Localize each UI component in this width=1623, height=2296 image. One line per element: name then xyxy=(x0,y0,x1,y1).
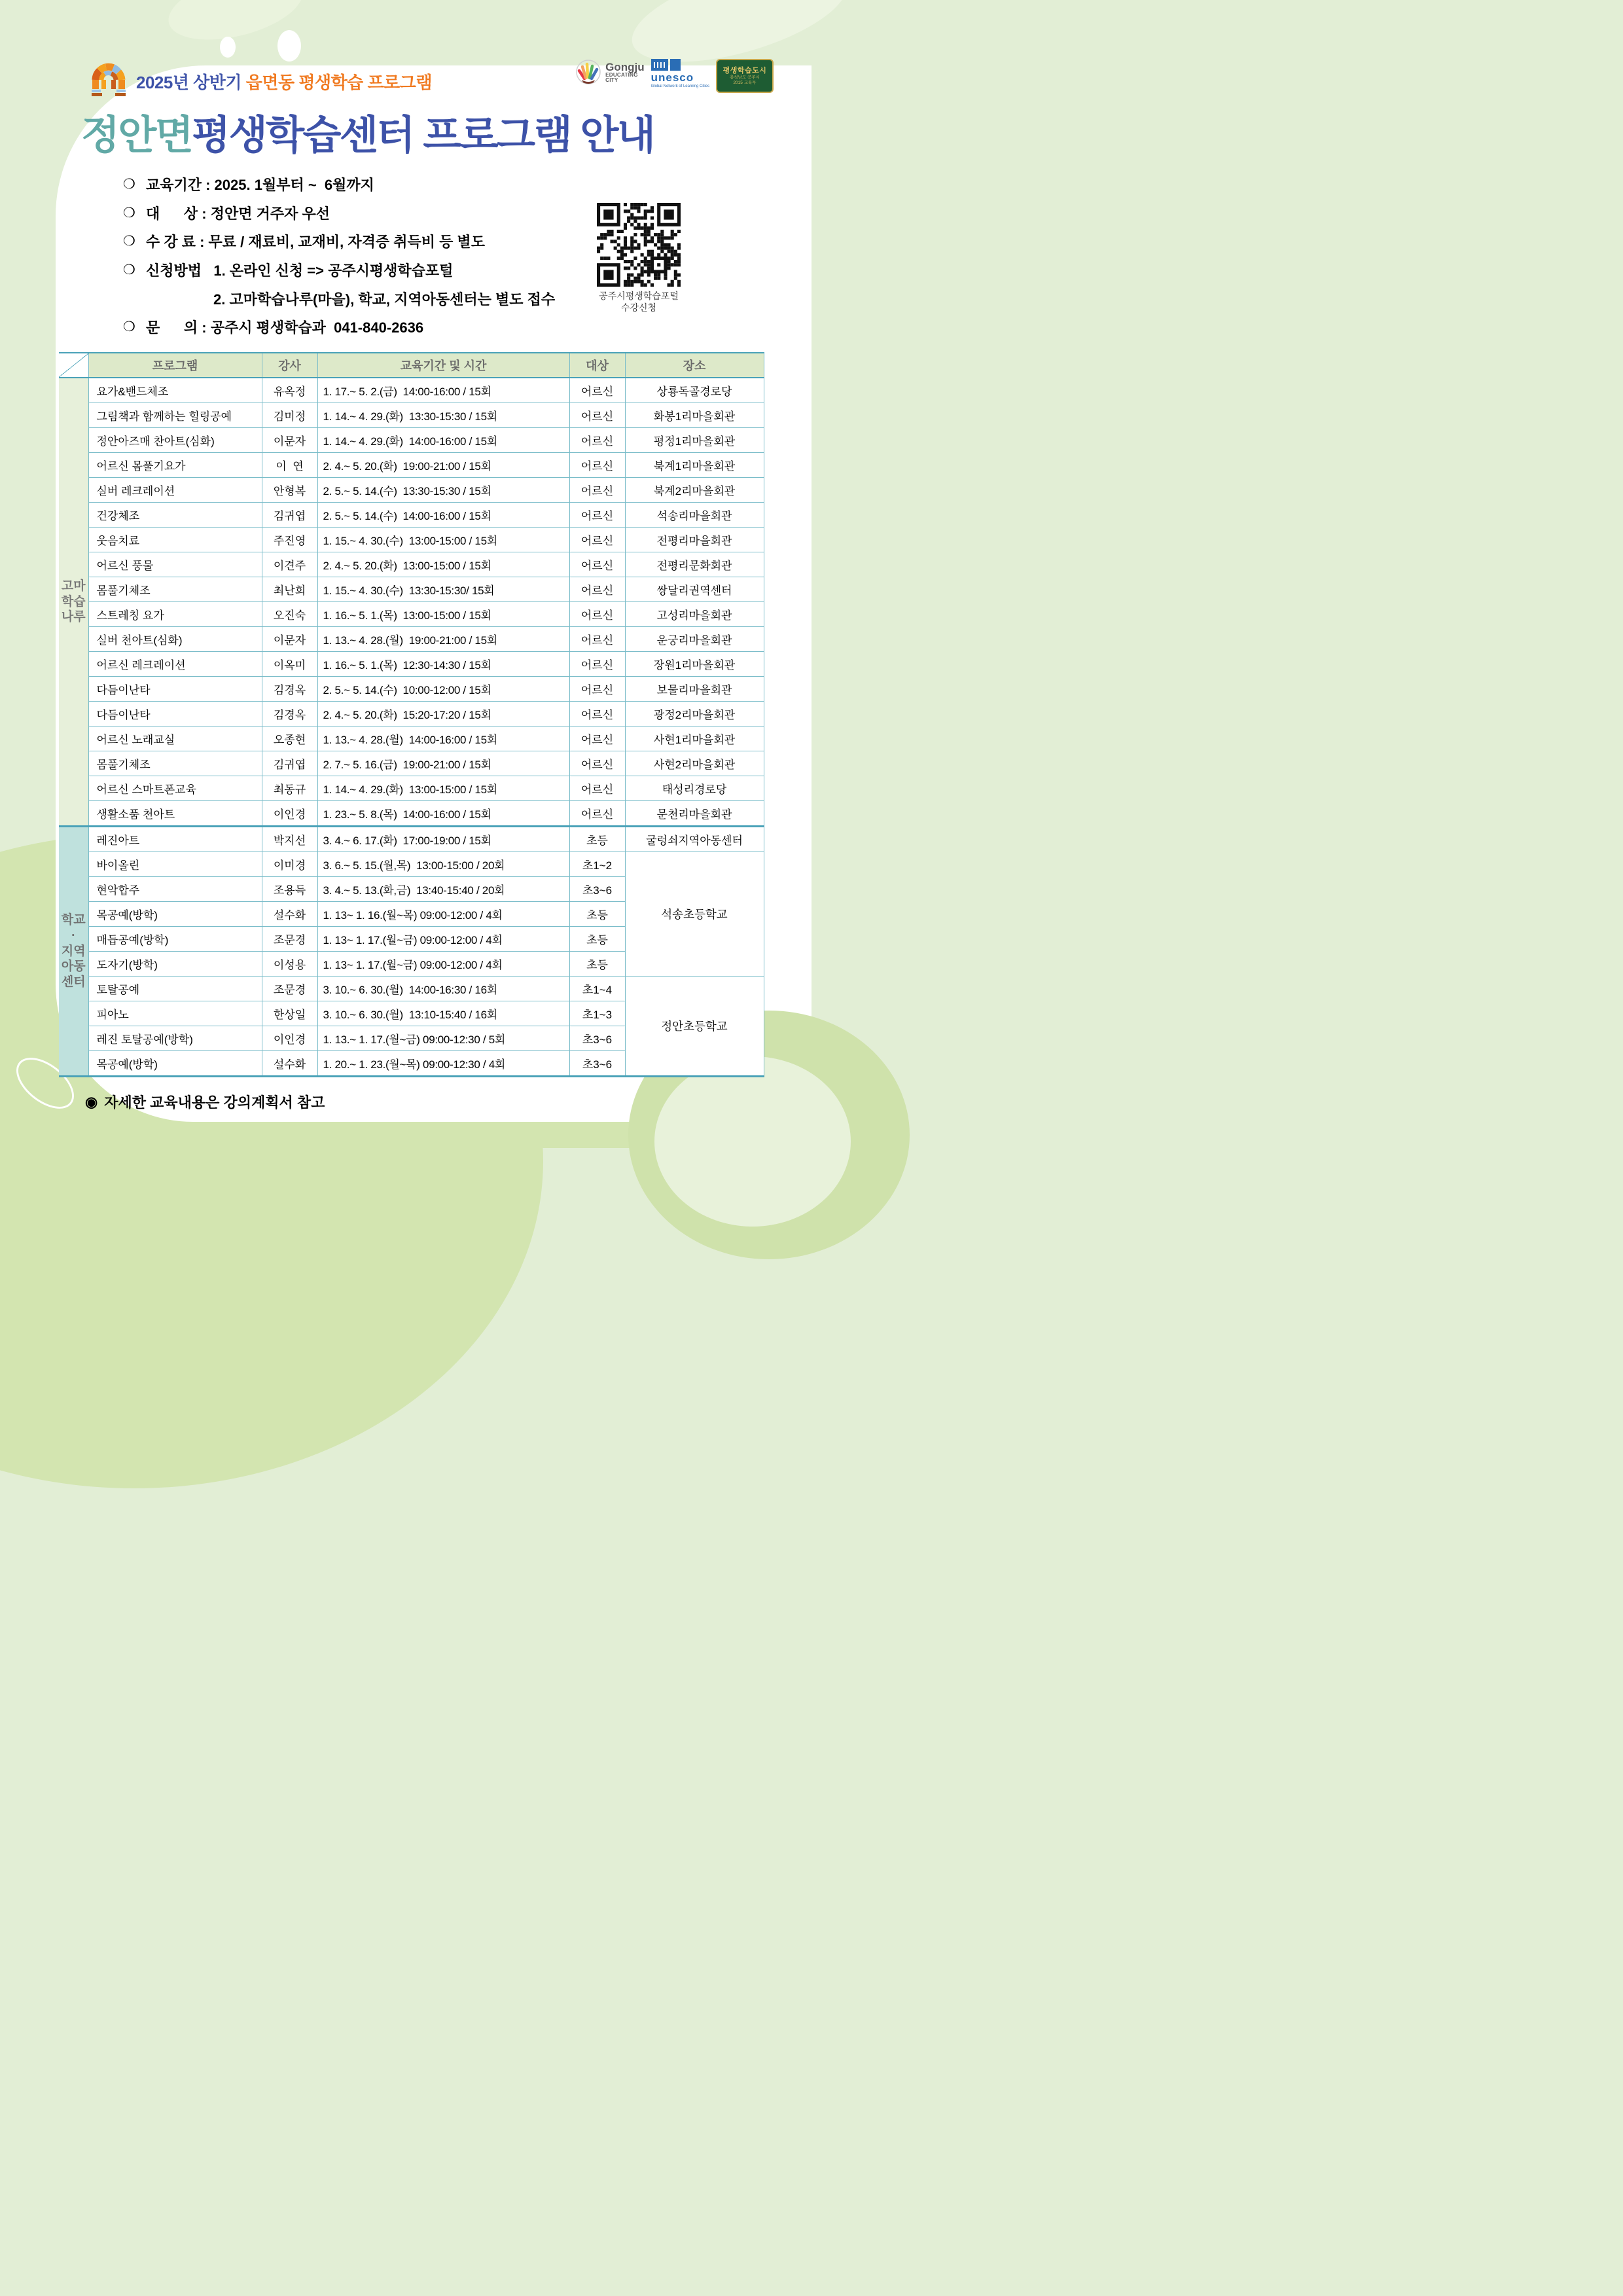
cell-schedule: 3. 6.~ 5. 15.(월,목) 13:00-15:00 / 20회 xyxy=(317,852,569,877)
group-label xyxy=(59,827,88,1077)
cell-program: 그림책과 함께하는 힐링공예 xyxy=(88,403,262,428)
cell-program: 웃음치료 xyxy=(88,528,262,552)
cell-program: 현악합주 xyxy=(88,877,262,902)
cell-instructor: 김경옥 xyxy=(262,677,317,702)
cell-schedule: 1. 15.~ 4. 30.(수) 13:00-15:00 / 15회 xyxy=(317,528,569,552)
cell-instructor: 이문자 xyxy=(262,428,317,453)
table-row xyxy=(59,801,764,827)
cell-program: 어르신 몸풀기요가 xyxy=(88,453,262,478)
cell-program: 도자기(방학) xyxy=(88,952,262,977)
bullet-circle-icon: ❍ xyxy=(123,234,135,249)
group-label-line: 나루 xyxy=(61,610,86,624)
info-line xyxy=(213,290,581,310)
cell-place: 북계2리마을회관 xyxy=(625,478,764,503)
cell-schedule: 3. 10.~ 6. 30.(월) 14:00-16:30 / 16회 xyxy=(317,977,569,1001)
cell-target: 초3~6 xyxy=(569,1026,625,1051)
table-row xyxy=(59,652,764,677)
info-line-text: 수 강 료 : 무료 / 재료비, 교재비, 자격증 취득비 등 별도 xyxy=(146,234,485,251)
cell-instructor: 이인경 xyxy=(262,1026,317,1051)
cell-schedule: 2. 5.~ 5. 14.(수) 10:00-12:00 / 15회 xyxy=(317,677,569,702)
cell-target: 어르신 xyxy=(569,528,625,552)
group-label-line: 센터 xyxy=(61,975,86,990)
unesco-logo xyxy=(651,59,709,88)
unesco-flag-icon xyxy=(670,59,681,71)
table-row xyxy=(59,428,764,453)
cell-schedule: 1. 14.~ 4. 29.(화) 14:00-16:00 / 15회 xyxy=(317,428,569,453)
cell-program: 정안아즈매 찬아트(심화) xyxy=(88,428,262,453)
cell-schedule: 1. 17.~ 5. 2.(금) 14:00-16:00 / 15회 xyxy=(317,378,569,403)
cell-target: 어르신 xyxy=(569,378,625,403)
cell-program: 건강체조 xyxy=(88,503,262,528)
info-line-text: 교육기간 : 2025. 1월부터 ~ 6월까지 xyxy=(146,177,374,193)
qr-caption xyxy=(586,291,691,314)
cell-place: 보물리마을회관 xyxy=(625,677,764,702)
cell-schedule: 2. 4.~ 5. 20.(화) 13:00-15:00 / 15회 xyxy=(317,552,569,577)
table-row xyxy=(59,977,764,1001)
cell-schedule: 3. 4.~ 6. 17.(화) 17:00-19:00 / 15회 xyxy=(317,827,569,852)
cell-program: 피아노 xyxy=(88,1001,262,1026)
cell-target: 초등 xyxy=(569,927,625,952)
cell-program: 목공예(방학) xyxy=(88,1051,262,1077)
cell-program: 레진 토탈공예(방학) xyxy=(88,1026,262,1051)
column-header: 장소 xyxy=(625,353,764,378)
cell-place: 전평리마을회관 xyxy=(625,528,764,552)
cell-instructor: 최난희 xyxy=(262,577,317,602)
gongju-educating-city-logo xyxy=(575,59,644,85)
cell-schedule: 1. 13.~ 1. 17.(월~금) 09:00-12:30 / 5회 xyxy=(317,1026,569,1051)
cell-schedule: 1. 16.~ 5. 1.(목) 13:00-15:00 / 15회 xyxy=(317,602,569,627)
cell-place: 평정1리마을회관 xyxy=(625,428,764,453)
cell-instructor: 유옥정 xyxy=(262,378,317,403)
deco-white-dot xyxy=(277,30,301,62)
table-row xyxy=(59,478,764,503)
cell-target: 어르신 xyxy=(569,652,625,677)
cell-schedule: 2. 5.~ 5. 14.(수) 13:30-15:30 / 15회 xyxy=(317,478,569,503)
cell-instructor: 이인경 xyxy=(262,801,317,827)
info-line xyxy=(123,204,581,224)
cell-place: 사현1리마을회관 xyxy=(625,726,764,751)
bullet-circle-icon: ❍ xyxy=(123,205,135,221)
cell-target: 초3~6 xyxy=(569,1051,625,1077)
cell-target: 초등 xyxy=(569,952,625,977)
group-label-line: 고마 xyxy=(61,579,86,593)
unesco-temple-icon xyxy=(651,59,668,71)
cell-target: 초1~4 xyxy=(569,977,625,1001)
table-row xyxy=(59,378,764,403)
kicker-line xyxy=(136,69,432,94)
cell-place: 태성리경로당 xyxy=(625,776,764,801)
cell-target: 초1~2 xyxy=(569,852,625,877)
cell-schedule: 1. 13~ 1. 17.(월~금) 09:00-12:00 / 4회 xyxy=(317,927,569,952)
cell-place: 쌍달리권역센터 xyxy=(625,577,764,602)
cell-program: 목공예(방학) xyxy=(88,902,262,927)
page-title xyxy=(81,103,654,160)
info-line-text: 신청방법 1. 온라인 신청 => 공주시평생학습포털 xyxy=(146,262,454,279)
arch-gate-logo-icon xyxy=(90,58,127,98)
gongju-hand-icon xyxy=(575,59,601,85)
cell-schedule: 1. 16.~ 5. 1.(목) 12:30-14:30 / 15회 xyxy=(317,652,569,677)
cell-schedule: 1. 15.~ 4. 30.(수) 13:30-15:30/ 15회 xyxy=(317,577,569,602)
table-row xyxy=(59,602,764,627)
qr-code xyxy=(597,203,681,287)
cell-program: 실버 천아트(심화) xyxy=(88,627,262,652)
cell-instructor: 이옥미 xyxy=(262,652,317,677)
cell-program: 다듬이난타 xyxy=(88,677,262,702)
cell-instructor: 최동규 xyxy=(262,776,317,801)
info-line-text: 2. 고마학습나루(마을), 학교, 지역아동센터는 별도 접수 xyxy=(213,291,556,308)
cell-instructor: 이미경 xyxy=(262,852,317,877)
cell-instructor: 이성용 xyxy=(262,952,317,977)
table-header-row xyxy=(59,353,764,378)
cell-place: 고성리마을회관 xyxy=(625,602,764,627)
bullet-circle-icon: ❍ xyxy=(123,177,135,192)
table-row xyxy=(59,776,764,801)
cell-instructor: 김미정 xyxy=(262,403,317,428)
group-label xyxy=(59,378,88,827)
cell-schedule: 3. 10.~ 6. 30.(월) 13:10-15:40 / 16회 xyxy=(317,1001,569,1026)
cell-target: 어르신 xyxy=(569,702,625,726)
cell-target: 어르신 xyxy=(569,552,625,577)
cell-instructor: 김경옥 xyxy=(262,702,317,726)
plaque-title: 평생학습도시 xyxy=(722,66,767,75)
info-line xyxy=(123,318,581,338)
table-row xyxy=(59,726,764,751)
table-row xyxy=(59,403,764,428)
table-row xyxy=(59,852,764,877)
cell-schedule: 1. 14.~ 4. 29.(화) 13:30-15:30 / 15회 xyxy=(317,403,569,428)
cell-program: 어르신 스마트폰교육 xyxy=(88,776,262,801)
cell-target: 초1~3 xyxy=(569,1001,625,1026)
cell-target: 어르신 xyxy=(569,776,625,801)
cell-program: 생활소품 천아트 xyxy=(88,801,262,827)
deco-bottom-right-circle-pale xyxy=(654,1056,851,1227)
page-title-rest: 평생학습센터 프로그램 안내 xyxy=(192,113,654,157)
cell-place: 광정2리마을회관 xyxy=(625,702,764,726)
cell-place: 전평리문화회관 xyxy=(625,552,764,577)
group-label-line: 아동 xyxy=(61,960,86,974)
column-header: 대상 xyxy=(569,353,625,378)
cell-schedule: 1. 13.~ 4. 28.(월) 19:00-21:00 / 15회 xyxy=(317,627,569,652)
cell-instructor: 김귀엽 xyxy=(262,751,317,776)
cell-program: 어르신 풍물 xyxy=(88,552,262,577)
cell-place: 굴렁쇠지역아동센터 xyxy=(625,827,764,852)
cell-place: 석송초등학교 xyxy=(625,852,764,977)
qr-block xyxy=(586,203,691,314)
qr-caption-line1: 공주시평생학습포털 xyxy=(599,291,679,301)
cell-program: 토탈공예 xyxy=(88,977,262,1001)
cell-target: 초3~6 xyxy=(569,877,625,902)
table-corner-cell xyxy=(59,353,88,378)
cell-program: 레진아트 xyxy=(88,827,262,852)
cell-instructor: 이 연 xyxy=(262,453,317,478)
cell-program: 다듬이난타 xyxy=(88,702,262,726)
gongju-logo-sub2: CITY xyxy=(605,77,618,83)
cell-program: 몸풀기체조 xyxy=(88,751,262,776)
cell-target: 어르신 xyxy=(569,453,625,478)
cell-program: 어르신 레크레이션 xyxy=(88,652,262,677)
info-line-text: 대 상 : 정안면 거주자 우선 xyxy=(146,205,330,222)
kicker-year: 2025년 상반기 xyxy=(136,73,246,92)
cell-program: 어르신 노래교실 xyxy=(88,726,262,751)
cell-target: 어르신 xyxy=(569,478,625,503)
cell-instructor: 주진영 xyxy=(262,528,317,552)
cell-target: 어르신 xyxy=(569,403,625,428)
cell-target: 어르신 xyxy=(569,627,625,652)
table-row xyxy=(59,627,764,652)
cell-instructor: 오종현 xyxy=(262,726,317,751)
cell-target: 어르신 xyxy=(569,602,625,627)
cell-target: 어르신 xyxy=(569,577,625,602)
table-row xyxy=(59,503,764,528)
qr-caption-line2: 수강신청 xyxy=(620,302,657,313)
cell-program: 요가&밴드체조 xyxy=(88,378,262,403)
plaque-year: 2015 교육부 xyxy=(733,80,757,85)
cell-place: 운궁리마을회관 xyxy=(625,627,764,652)
cell-instructor: 이문자 xyxy=(262,627,317,652)
cell-target: 어르신 xyxy=(569,428,625,453)
table-row xyxy=(59,751,764,776)
column-header: 강사 xyxy=(262,353,317,378)
table-row xyxy=(59,528,764,552)
info-line xyxy=(123,175,581,195)
info-line xyxy=(123,261,581,281)
cell-place: 장원1리마을회관 xyxy=(625,652,764,677)
group-label-line: 지역 xyxy=(61,944,86,958)
table-row xyxy=(59,552,764,577)
cell-program: 스트레칭 요가 xyxy=(88,602,262,627)
footer-note-text: 자세한 교육내용은 강의계획서 참고 xyxy=(104,1094,325,1111)
cell-place: 사현2리마을회관 xyxy=(625,751,764,776)
bullet-circle-icon: ❍ xyxy=(123,262,135,278)
cell-schedule: 2. 5.~ 5. 14.(수) 14:00-16:00 / 15회 xyxy=(317,503,569,528)
cell-instructor: 박지선 xyxy=(262,827,317,852)
lifelong-learning-city-plaque xyxy=(716,59,774,93)
info-line-text: 문 의 : 공주시 평생학습과 041-840-2636 xyxy=(146,319,424,336)
cell-place: 북계1리마을회관 xyxy=(625,453,764,478)
table-row xyxy=(59,702,764,726)
cell-schedule: 1. 20.~ 1. 23.(월~목) 09:00-12:30 / 4회 xyxy=(317,1051,569,1077)
cell-place: 석송리마을회관 xyxy=(625,503,764,528)
cell-place: 상룡독골경로당 xyxy=(625,378,764,403)
cell-instructor: 오진숙 xyxy=(262,602,317,627)
cell-instructor: 설수화 xyxy=(262,902,317,927)
table-row xyxy=(59,827,764,852)
partner-logos xyxy=(575,59,774,93)
plaque-region: 충청남도 공주시 xyxy=(730,75,760,80)
cell-schedule: 1. 13~ 1. 17.(월~금) 09:00-12:00 / 4회 xyxy=(317,952,569,977)
cell-place: 화봉1리마을회관 xyxy=(625,403,764,428)
table-row xyxy=(59,453,764,478)
table-row xyxy=(59,577,764,602)
cell-target: 어르신 xyxy=(569,726,625,751)
unesco-logo-text: unesco xyxy=(651,71,694,84)
cell-target: 어르신 xyxy=(569,503,625,528)
cell-program: 매듭공예(방학) xyxy=(88,927,262,952)
cell-target: 초등 xyxy=(569,827,625,852)
unesco-logo-sub: Global Network of Learning Cities xyxy=(651,84,709,88)
cell-schedule: 2. 4.~ 5. 20.(화) 19:00-21:00 / 15회 xyxy=(317,453,569,478)
deco-white-dot xyxy=(220,37,236,58)
program-table xyxy=(59,352,764,1077)
cell-schedule: 1. 23.~ 5. 8.(목) 14:00-16:00 / 15회 xyxy=(317,801,569,827)
cell-instructor: 한상일 xyxy=(262,1001,317,1026)
column-header: 교육기간 및 시간 xyxy=(317,353,569,378)
cell-schedule: 1. 13.~ 4. 28.(월) 14:00-16:00 / 15회 xyxy=(317,726,569,751)
gongju-logo-text: Gongju xyxy=(605,60,645,73)
cell-instructor: 안형복 xyxy=(262,478,317,503)
cell-schedule: 1. 13~ 1. 16.(월~목) 09:00-12:00 / 4회 xyxy=(317,902,569,927)
cell-target: 어르신 xyxy=(569,801,625,827)
group-label-line: 학교 xyxy=(61,913,86,927)
cell-instructor: 조문경 xyxy=(262,977,317,1001)
cell-program: 바이올린 xyxy=(88,852,262,877)
cell-target: 어르신 xyxy=(569,677,625,702)
cell-schedule: 3. 4.~ 5. 13.(화,금) 13:40-15:40 / 20회 xyxy=(317,877,569,902)
cell-schedule: 1. 14.~ 4. 29.(화) 13:00-15:00 / 15회 xyxy=(317,776,569,801)
group-label-line: · xyxy=(71,928,76,942)
cell-place: 정안초등학교 xyxy=(625,977,764,1077)
cell-schedule: 2. 4.~ 5. 20.(화) 15:20-17:20 / 15회 xyxy=(317,702,569,726)
cell-instructor: 김귀엽 xyxy=(262,503,317,528)
cell-program: 실버 레크레이션 xyxy=(88,478,262,503)
cell-instructor: 조용득 xyxy=(262,877,317,902)
table-row xyxy=(59,677,764,702)
bullet-circle-icon: ❍ xyxy=(123,319,135,335)
column-header: 프로그램 xyxy=(88,353,262,378)
gongju-logo-sub1: EDUCATING xyxy=(605,71,638,78)
program-table-wrapper xyxy=(59,352,764,1077)
footer-note xyxy=(85,1092,325,1112)
cell-schedule: 2. 7.~ 5. 16.(금) 19:00-21:00 / 15회 xyxy=(317,751,569,776)
cell-instructor: 이견주 xyxy=(262,552,317,577)
cell-target: 어르신 xyxy=(569,751,625,776)
cell-instructor: 설수화 xyxy=(262,1051,317,1077)
page-title-highlight: 정안면 xyxy=(81,113,192,157)
program-info-list xyxy=(123,175,581,347)
group-label-line: 학습 xyxy=(61,594,86,609)
cell-place: 문천리마을회관 xyxy=(625,801,764,827)
info-line xyxy=(123,232,581,252)
cell-target: 초등 xyxy=(569,902,625,927)
footer-bullet-icon: ◉ xyxy=(85,1093,98,1110)
cell-program: 몸풀기체조 xyxy=(88,577,262,602)
cell-instructor: 조문경 xyxy=(262,927,317,952)
kicker-program-type: 읍면동 평생학습 프로그램 xyxy=(245,73,432,92)
